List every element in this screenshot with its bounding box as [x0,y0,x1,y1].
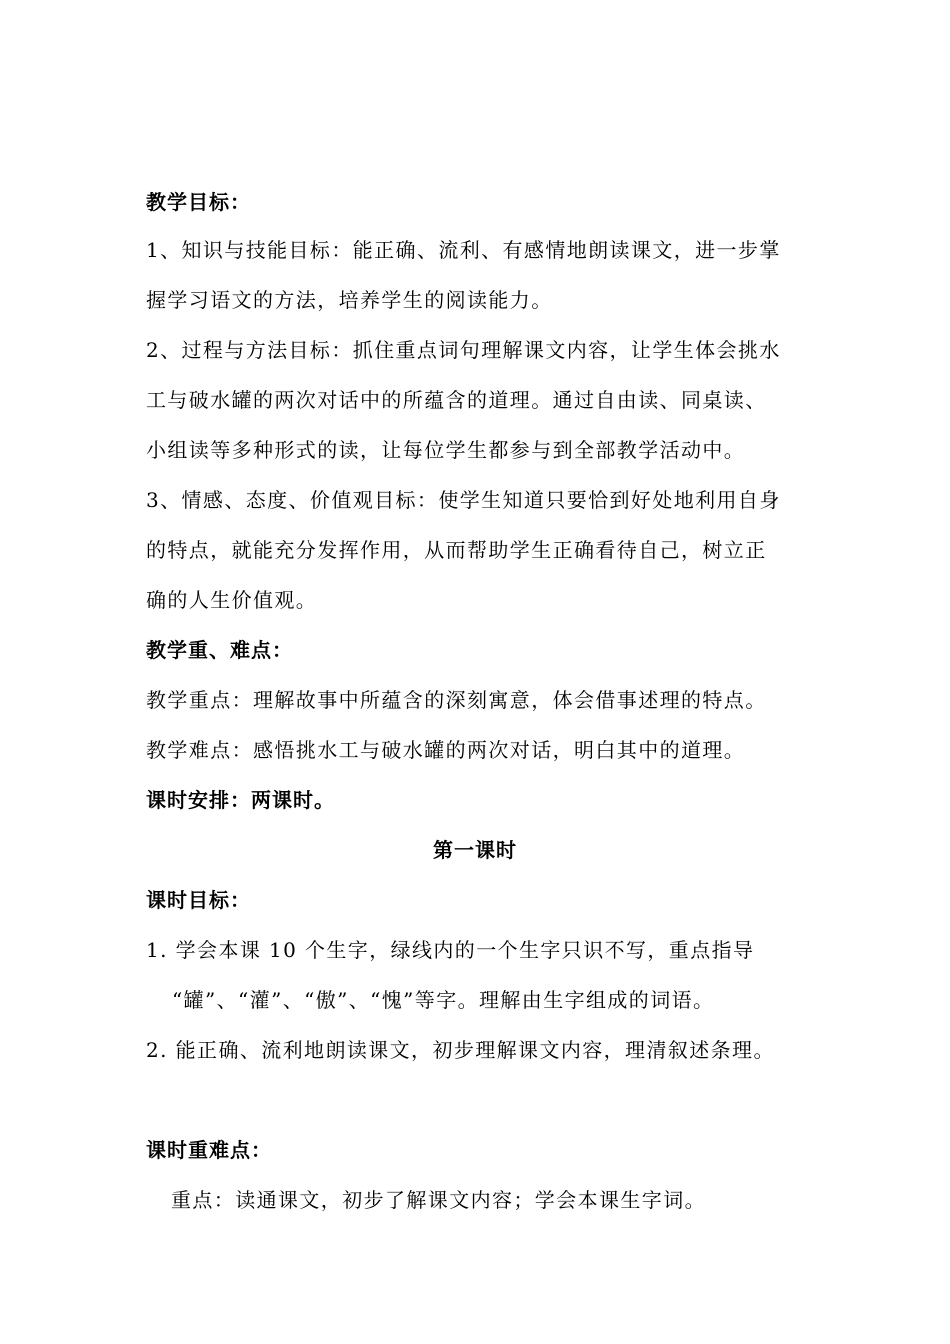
goal-3-line-3: 确的人生价值观。 [146,588,318,612]
lesson-focus-text: 重点：读通课文，初步了解课文内容；学会本课生字词。 [171,1188,706,1212]
goal-1-line-2: 握学习语文的方法，培养学生的阅读能力。 [146,288,553,312]
key-points-heading: 教学重、难点： [146,638,293,662]
difficult-point-text: 教学难点：感悟挑水工与破水罐的两次对话，明白其中的道理。 [146,738,746,762]
lesson-difficulty-heading: 课时重难点： [146,1138,272,1162]
lesson-objectives-heading: 课时目标： [146,888,251,912]
goal-2-line-2: 工与破水罐的两次对话中的所蕴含的道理。通过自由读、同桌读、 [146,388,767,412]
goal-2-line-1: 2、过程与方法目标：抓住重点词句理解课文内容，让学生体会挑水 [146,338,781,362]
objective-2: 2. 能正确、流利地朗读课文，初步理解课文内容，理清叙述条理。 [146,1038,775,1062]
lesson-title: 第一课时 [433,838,517,862]
objective-1-line-2: “罐”、“灌”、“傲”、“愧”等字。理解由生字组成的词语。 [172,988,715,1012]
key-point-text: 教学重点：理解故事中所蕴含的深刻寓意，体会借事述理的特点。 [146,688,767,712]
objective-1-line-1: 1. 学会本课 10 个生字，绿线内的一个生字只识不写，重点指导 [146,938,755,962]
goal-3-line-2: 的特点，就能充分发挥作用，从而帮助学生正确看待自己，树立正 [146,538,767,562]
teaching-goals-heading: 教学目标： [146,190,251,214]
schedule-text: 课时安排：两课时。 [146,788,335,812]
goal-1-line-1: 1、知识与技能目标：能正确、流利、有感情地朗读课文，进一步掌 [146,238,781,262]
goal-3-line-1: 3、情感、态度、价值观目标：使学生知道只要恰到好处地利用自身 [146,488,781,512]
goal-2-line-3: 小组读等多种形式的读，让每位学生都参与到全部教学活动中。 [146,438,746,462]
